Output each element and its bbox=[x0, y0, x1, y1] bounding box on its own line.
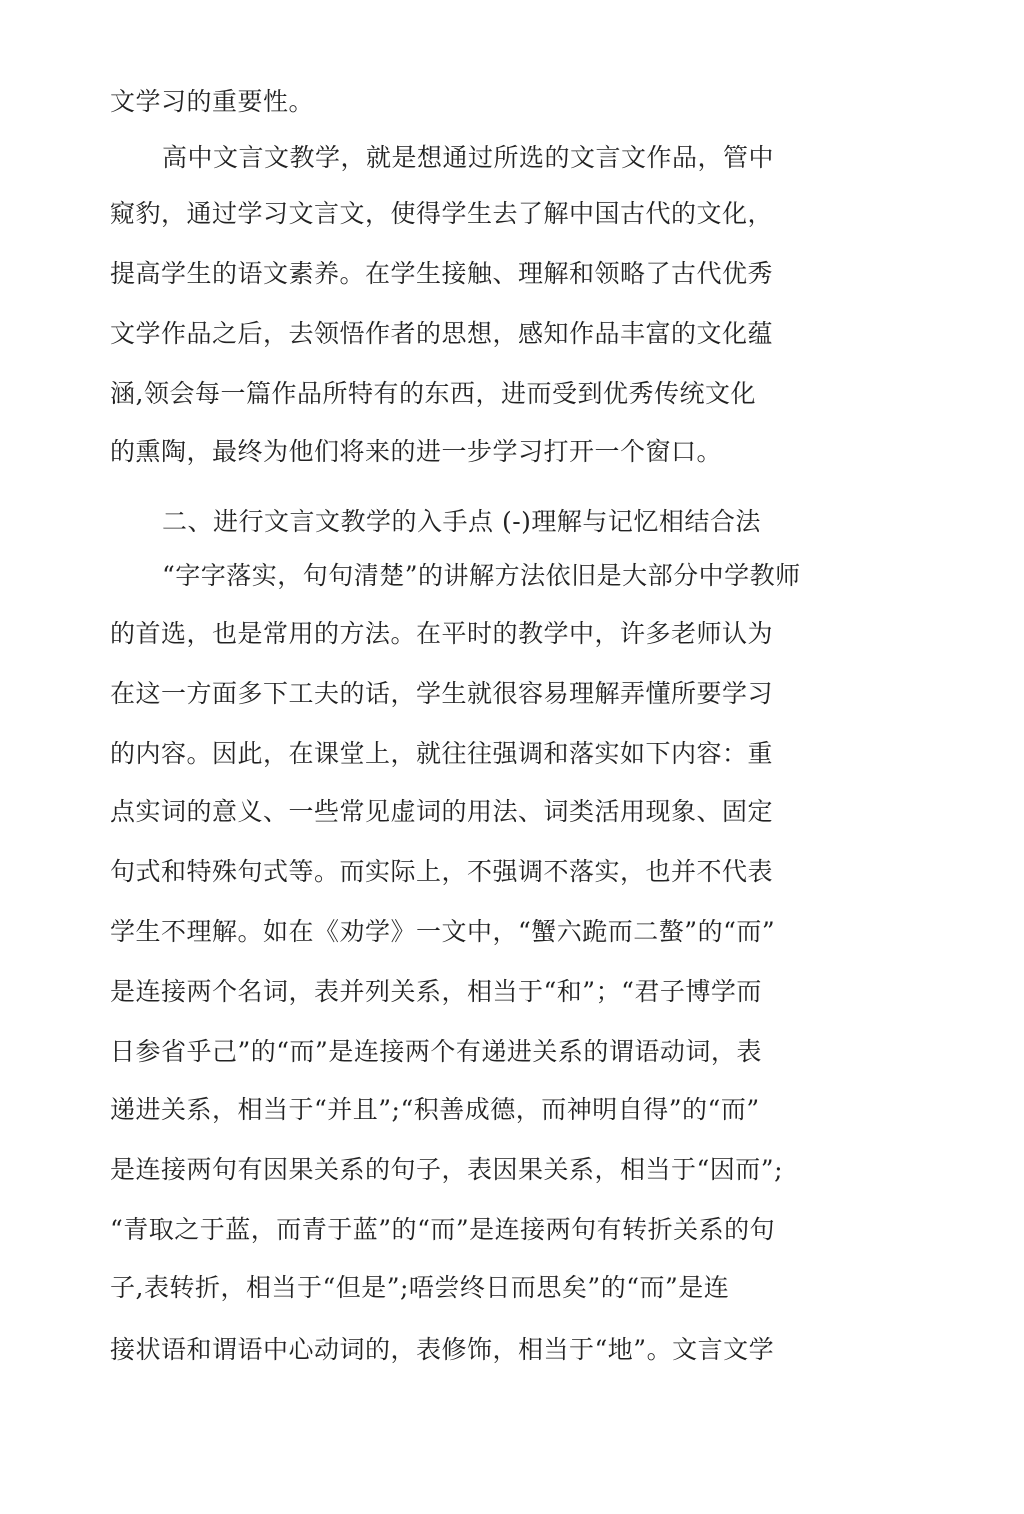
text-line: 学生不理解。如在《劝学》一文中，“蟹六跪而二螯”的“而” bbox=[110, 917, 776, 946]
text-line: “青取之于蓝，而青于蓝”的“而”是连接两句有转折关系的句 bbox=[110, 1215, 776, 1244]
text-line: 的熏陶，最终为他们将来的进一步学习打开一个窗口。 bbox=[110, 437, 723, 466]
text-line: 文学习的重要性。 bbox=[110, 87, 315, 116]
text-line: 是连接两句有因果关系的句子，表因果关系，相当于“因而”; bbox=[110, 1155, 783, 1184]
paragraph-first-line: “字字落实，句句清楚”的讲解方法依旧是大部分中学教师 bbox=[162, 561, 801, 590]
text-line: 子,表转折，相当于“但是”;唔尝终日而思矣”的“而”是连 bbox=[110, 1273, 730, 1302]
text-line: 窥豹，通过学习文言文，使得学生去了解中国古代的文化， bbox=[110, 199, 774, 228]
text-line: 的首选，也是常用的方法。在平时的教学中，许多老师认为 bbox=[110, 619, 774, 648]
text-line: 是连接两个名词，表并列关系，相当于“和”；“君子博学而 bbox=[110, 977, 762, 1006]
text-line: 句式和特殊句式等。而实际上，不强调不落实，也并不代表 bbox=[110, 857, 774, 886]
text-line: 的内容。因此，在课堂上，就往往强调和落实如下内容：重 bbox=[110, 739, 774, 768]
text-line: 日参省乎己”的“而”是连接两个有递进关系的谓语动词，表 bbox=[110, 1037, 762, 1066]
text-line: 提高学生的语文素养。在学生接触、理解和领略了古代优秀 bbox=[110, 259, 774, 288]
paragraph-first-line: 高中文言文教学，就是想通过所选的文言文作品，管中 bbox=[162, 143, 775, 172]
text-line: 点实词的意义、一些常见虚词的用法、词类活用现象、固定 bbox=[110, 797, 774, 826]
text-line: 在这一方面多下工夫的话，学生就很容易理解弄懂所要学习 bbox=[110, 679, 774, 708]
section-heading: 二、进行文言文教学的入手点 (-)理解与记忆相结合法 bbox=[162, 507, 761, 536]
text-line: 文学作品之后，去领悟作者的思想，感知作品丰富的文化蕴 bbox=[110, 319, 774, 348]
text-line: 递进关系，相当于“并且”;“积善成德，而神明自得”的“而” bbox=[110, 1095, 760, 1124]
text-line: 接状语和谓语中心动词的，表修饰，相当于“地”。文言文学 bbox=[110, 1335, 775, 1364]
text-line: 涵,领会每一篇作品所特有的东西，进而受到优秀传统文化 bbox=[110, 379, 756, 408]
